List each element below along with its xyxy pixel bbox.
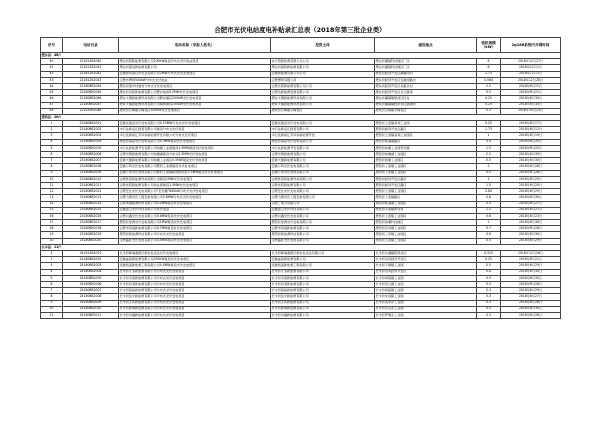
cell-index: 42 — [41, 71, 63, 77]
cell-catalog: 231806B2003 — [63, 133, 119, 139]
cell-location: 长丰县岗集镇工业园 — [375, 275, 477, 281]
cell-index: 9 — [41, 170, 63, 176]
cell-grid-time: 2018年6月21日 — [501, 83, 561, 89]
cell-index: 10 — [41, 176, 63, 182]
col-header-station-name: 电站名称（申报人姓名） — [119, 38, 271, 53]
cell-capacity: 0.84 — [477, 189, 501, 195]
cell-location: 肥西县经济开发区路区 — [375, 176, 477, 182]
cell-investor: 安徽万利光伏发电有限公司 — [271, 170, 375, 176]
cell-catalog: 241806B2009 — [63, 300, 119, 306]
cell-index: 7 — [41, 158, 63, 164]
cell-location: 长丰县朱巷镇工业园 — [375, 294, 477, 300]
cell-grid-time: 2018年12月27日 — [501, 59, 561, 65]
cell-investor: 长丰县恒光新能源有限公司 — [271, 294, 375, 300]
cell-station-name: 肥东县众新新能源有限公司肥东枝桥0.2MW光伏发电项目 — [119, 90, 271, 96]
cell-capacity: 2.5 — [477, 83, 501, 89]
cell-location: 长丰县双凤经济开发区 — [375, 257, 477, 263]
cell-grid-time: 2018年6月22日 — [501, 145, 561, 151]
cell-grid-time: 2018年6月30日 — [501, 96, 561, 102]
cell-location: 长丰县杨庙镇工业园 — [375, 288, 477, 294]
cell-station-name: 肥东天顺新能源科技有限公司梅林屋顶250kW光伏发电项目 — [119, 102, 271, 108]
cell-capacity: 0.9 — [477, 232, 501, 238]
cell-location: 肥西县上派镇工业园区 — [375, 170, 477, 176]
cell-capacity: 0.584 — [477, 77, 501, 83]
cell-station-name: 肥东县建中材建材分布式光伏发电项目 — [119, 83, 271, 89]
cell-capacity: 0.315 — [477, 251, 501, 257]
section-label: 肥西县：20户 — [41, 114, 561, 120]
cell-station-name: 长丰县恒泰新能源有限公司分布式光伏发电项目 — [119, 281, 271, 287]
cell-index: 9 — [41, 300, 63, 306]
cell-capacity: 6 — [477, 59, 501, 65]
cell-grid-time: 2018年6月20日 — [501, 139, 561, 145]
col-header-capacity: 装机规模（kW） — [477, 38, 501, 53]
cell-station-name: 肥东县阳新能源有限公司100kW屋顶分布式光伏电站项目 — [119, 59, 271, 65]
cell-investor: 安徽省建昌光伏发电有限公司 — [271, 121, 375, 127]
cell-location: 肥西县上派镇路区 — [375, 195, 477, 201]
cell-station-name: 合肥琦瑞能源材料有限公司0.3MW屋顶光伏发电项目 — [119, 201, 271, 207]
cell-investor: 合肥晶旺光伏发电有限公司 — [271, 238, 375, 244]
cell-grid-time: 2018年6月27日 — [501, 294, 561, 300]
cell-location: 长丰县罗塘乡工业园 — [375, 312, 477, 318]
cell-catalog: 241806B2003 — [63, 263, 119, 269]
cell-capacity: 1.5 — [477, 182, 501, 188]
cell-grid-time: 2018年6月29日 — [501, 263, 561, 269]
cell-station-name: 合肥光明新能源有限公司柏堰湖屋顶分布式2.5MW光伏发电项目 — [119, 152, 271, 158]
cell-station-name: 合肥市佰盛新能源有限公司0.7MW屋顶光伏发电项目 — [119, 226, 271, 232]
cell-grid-time: 2018年6月21日 — [501, 90, 561, 96]
cell-investor: 长丰县众泰新能源有限公司 — [271, 275, 375, 281]
cell-station-name: 安徽新希望白帝乳业有限公司2MW分布式光伏发电项目 — [119, 71, 271, 77]
cell-grid-time: 2018年6月29日 — [501, 238, 561, 244]
cell-capacity: 0.5 — [477, 90, 501, 96]
cell-station-name: 肥东天顺新能源科技有限公司肥东镇区250kW光伏发电项目 — [119, 96, 271, 102]
cell-index: 15 — [41, 207, 63, 213]
cell-grid-time: 2018年6月28日 — [501, 281, 561, 287]
cell-capacity: 0.3 — [477, 294, 501, 300]
cell-index: 20 — [41, 238, 63, 244]
cell-catalog: 231806B2004 — [63, 139, 119, 145]
cell-catalog: 241806B2004 — [63, 269, 119, 275]
cell-capacity: 2 — [477, 164, 501, 170]
cell-station-name: 长丰县元龙新能源有限公司分布式光伏发电项目 — [119, 269, 271, 275]
cell-station-name: 合肥欣荣新能源科技有限公司屋顶1MW光伏发电项目 — [119, 176, 271, 182]
cell-grid-time: 2018年12月28日 — [501, 77, 561, 83]
cell-capacity: 0.4 — [477, 269, 501, 275]
cell-catalog: 221806B2045 — [63, 90, 119, 96]
cell-index: 5 — [41, 145, 63, 151]
cell-capacity: 0.6 — [477, 213, 501, 219]
cell-investor: 安徽天聚新能源有限公司 — [271, 158, 375, 164]
cell-catalog: 231808B2001 — [63, 121, 119, 127]
header-row — [41, 38, 561, 53]
cell-index: 17 — [41, 220, 63, 226]
cell-grid-time: 2018年6月19日 — [501, 133, 561, 139]
cell-index: 48 — [41, 108, 63, 114]
cell-station-name: 肥东县元峰镇元峰社区300kW光伏发电项目 — [119, 108, 271, 114]
cell-location: 肥西县柏堰工业园科学路 — [375, 145, 477, 151]
cell-station-name: 合肥力源光伏工程安装有限公司0.8MW分布式光伏发电项目 — [119, 195, 271, 201]
cell-capacity: 0.3 — [477, 300, 501, 306]
cell-capacity: 0.3 — [477, 281, 501, 287]
cell-index: 16 — [41, 213, 63, 219]
cell-station-name: 长丰县正和新能源有限公司分布式光伏发电项目 — [119, 300, 271, 306]
cell-grid-time: 2018年6月21日 — [501, 257, 561, 263]
cell-catalog: 231806B2006 — [63, 152, 119, 158]
cell-investor: 长丰县锐能新能源有限公司 — [271, 288, 375, 294]
col-header-investor: 投资主体 — [271, 38, 375, 53]
cell-catalog: 231806B2009 — [63, 170, 119, 176]
cell-location: 肥东县经济开发区撮镇园内 — [375, 71, 477, 77]
cell-grid-time: 2018年6月29日 — [501, 176, 561, 182]
cell-investor: 合肥博利有限公司 — [271, 77, 375, 83]
cell-capacity: 0.3 — [477, 306, 501, 312]
cell-capacity: 1.5 — [477, 145, 501, 151]
cell-index: 8 — [41, 164, 63, 170]
cell-grid-time: 2018年6月30日 — [501, 158, 561, 164]
cell-grid-time: 2018年6月28日 — [501, 170, 561, 176]
cell-location: 肥东县经济开发区长江路南 — [375, 90, 477, 96]
cell-capacity: 0.3 — [477, 275, 501, 281]
cell-capacity: 0.7 — [477, 226, 501, 232]
cell-location: 肥西县三河镇工业园区 — [375, 232, 477, 238]
cell-investor: 肥东县富和新能源有限公司 — [271, 65, 375, 71]
cell-grid-time: 2018年6月30日 — [501, 269, 561, 275]
cell-index: 8 — [41, 294, 63, 300]
cell-investor: 安徽晶凯新能源有限公司 — [271, 257, 375, 263]
cell-location: 肥东县撮镇镇经济东区路道村 — [375, 102, 477, 108]
cell-location: 肥西县上派镇工业园区 — [375, 238, 477, 244]
cell-capacity: 0.5 — [477, 263, 501, 269]
cell-station-name: 安徽万利光伏发电有限公司肥西工业园屋顶光伏发电项目 — [119, 164, 271, 170]
cell-index: 44 — [41, 83, 63, 89]
cell-station-name: 安徽盈合光伏科技有限公司光伏电站 — [119, 207, 271, 213]
cell-catalog: 221806B2044 — [63, 83, 119, 89]
cell-station-name: 长丰县锐能新能源有限公司分布式光伏发电项目 — [119, 288, 271, 294]
cell-capacity: 0.3 — [477, 312, 501, 318]
cell-grid-time: 2018年12月1日 — [501, 65, 561, 71]
cell-grid-time: 2018年6月12日 — [501, 127, 561, 133]
cell-capacity: 2.5 — [477, 152, 501, 158]
cell-station-name: 合肥光阳新能源有限公司创业园屋顶1.5MW光伏发电项目 — [119, 182, 271, 188]
cell-location: 肥东县元峰镇元峰社区 — [375, 108, 477, 114]
cell-index: 19 — [41, 232, 63, 238]
cell-station-name: 肥西县新能源科技有限公司分布式光伏发电项目 — [119, 232, 271, 238]
cell-catalog: 241812B2001 — [63, 251, 119, 257]
cell-investor: 长丰县新界新能源有限公司 — [271, 306, 375, 312]
cell-location: 肥西县上派镇高刘工业园 — [375, 121, 477, 127]
cell-index: 5 — [41, 275, 63, 281]
cell-station-name: 中石化新安江经营有限公司屋顶分布式光伏项目 — [119, 127, 271, 133]
cell-investor: 合肥二电力有限公司 — [271, 201, 375, 207]
subsidy-table — [40, 37, 561, 319]
cell-location: 长丰县水湖镇陈郢社区 — [375, 251, 477, 257]
cell-investor: 长丰县晖瑞通德庆新农发农业有限公司 — [271, 251, 375, 257]
cell-grid-time: 2018年6月30日 — [501, 275, 561, 281]
cell-catalog: 221812B2041 — [63, 65, 119, 71]
cell-catalog: 231806B2019 — [63, 232, 119, 238]
cell-station-name: 安徽晶凯新能源有限公司250kW屋顶光伏发电项目 — [119, 257, 271, 263]
cell-catalog: 231806B2007 — [63, 158, 119, 164]
cell-station-name: 中石化新能源开发有限公司柏堰工业园屋顶1.5MW屋顶光伏发电项目 — [119, 145, 271, 151]
cell-catalog: 241806B2007 — [63, 288, 119, 294]
cell-investor: 长丰县恒泰新能源有限公司 — [271, 281, 375, 287]
cell-capacity: 0.3 — [477, 139, 501, 145]
cell-location: 肥西县上派镇工业园区 — [375, 164, 477, 170]
cell-location: 长丰县吴山镇工业园 — [375, 281, 477, 287]
cell-grid-time: 2018年6月30日 — [501, 152, 561, 158]
col-header-location: 建设地点 — [375, 38, 477, 53]
cell-capacity: 1.2 — [477, 207, 501, 213]
cell-grid-time: 2018年6月30日 — [501, 195, 561, 201]
cell-catalog: 241806B2008 — [63, 294, 119, 300]
cell-investor: 合肥光明新能源有限公司 — [271, 152, 375, 158]
cell-investor: 合肥光阳新能源有限公司 — [271, 182, 375, 188]
cell-location: 肥西县紫蓬镇路区 — [375, 139, 477, 145]
cell-index: 3 — [41, 263, 63, 269]
cell-location: 肥西县上派镇工业园区 — [375, 189, 477, 195]
cell-capacity: 0.3 — [477, 108, 501, 114]
cell-capacity: 8 — [477, 65, 501, 71]
cell-investor: 中石化新能源开发有限公司 — [271, 145, 375, 151]
cell-station-name: 长丰县恒光新能源有限公司分布式光伏发电项目 — [119, 294, 271, 300]
cell-index: 11 — [41, 182, 63, 188]
cell-investor: 东方阳新能源有限公司公司 — [271, 59, 375, 65]
cell-index: 14 — [41, 201, 63, 207]
cell-catalog: 221806B2046 — [63, 96, 119, 102]
cell-index: 4 — [41, 139, 63, 145]
document-title: 合肥市光伏电站度电补贴录汇总表（2018年第三批企业类） — [214, 26, 386, 34]
cell-station-name: 长丰县晖瑞通德庆新农发农业光伏发电项目 — [119, 251, 271, 257]
cell-catalog: 231806B2015 — [63, 207, 119, 213]
cell-capacity: 0.3 — [477, 201, 501, 207]
cell-index: 13 — [41, 195, 63, 201]
cell-index: 47 — [41, 102, 63, 108]
cell-index: 6 — [41, 152, 63, 158]
cell-investor: 肥西县新能源科技有限公司 — [271, 232, 375, 238]
cell-station-name: 肥西县金源光伏发电有限公司1MW屋顶光伏发电项目 — [119, 220, 271, 226]
cell-index: 12 — [41, 189, 63, 195]
cell-capacity: 0.8 — [477, 195, 501, 201]
cell-grid-time: 2018年6月29日 — [501, 288, 561, 294]
cell-index: 6 — [41, 281, 63, 287]
cell-investor: 安徽盈合光伏科技有限公司 — [271, 207, 375, 213]
cell-index: 18 — [41, 226, 63, 232]
cell-station-name: 长丰县新界新能源有限公司分布式光伏发电项目 — [119, 306, 271, 312]
col-header-index: 序号 — [41, 38, 63, 53]
cell-investor: 安徽凯盛新能源工程有限公司 — [271, 263, 375, 269]
cell-catalog: 241806B2011 — [63, 312, 119, 318]
cell-catalog: 231806B2002 — [63, 127, 119, 133]
cell-grid-time: 2018年6月26日 — [501, 300, 561, 306]
cell-investor: 合肥兴鑫光伏发电有限公司 — [271, 213, 375, 219]
col-header-grid-time: 2g186系统内并网时间 — [501, 38, 561, 53]
cell-location: 肥西县上派镇高刘工业园区 — [375, 133, 477, 139]
cell-grid-time: 2018年10月23日 — [501, 108, 561, 114]
cell-index: 10 — [41, 306, 63, 312]
cell-location: 肥东县撮镇镇德昌庆区村 — [375, 96, 477, 102]
cell-catalog: 231806B2020 — [63, 238, 119, 244]
cell-index: 2 — [41, 127, 63, 133]
cell-investor: 肥东天顺新能源科技有限公司 — [271, 96, 375, 102]
cell-capacity: 1.73 — [477, 127, 501, 133]
cell-location: 肥西县紫蓬镇工业园区 — [375, 201, 477, 207]
cell-station-name: 中石化新星江苏华东新能源开发有限公司分布式光伏项目 — [119, 133, 271, 139]
cell-grid-time: 2018年6月28日 — [501, 164, 561, 170]
cell-investor: 肥西县金源光伏发电有限公司 — [271, 220, 375, 226]
cell-location: 肥西县柏堰科技园区 — [375, 220, 477, 226]
cell-investor: 长丰县元龙新能源有限公司 — [271, 269, 375, 275]
cell-location: 肥东县撮镇科技园区厂区 — [375, 65, 477, 71]
cell-grid-time: 2018年6月30日 — [501, 220, 561, 226]
cell-capacity: 1 — [477, 176, 501, 182]
section-label: 肥东县：48户 — [41, 53, 561, 59]
cell-catalog: 241806B2010 — [63, 306, 119, 312]
cell-catalog: 231806B2010 — [63, 176, 119, 182]
cell-catalog: 221812B2042 — [63, 71, 119, 77]
cell-catalog: 231806B2016 — [63, 213, 119, 219]
cell-investor: 合肥市佰盛新能源有限公司 — [271, 226, 375, 232]
cell-index: 3 — [41, 133, 63, 139]
cell-investor: 长丰县正和新能源有限公司 — [271, 300, 375, 306]
section-label: 长丰县：11户 — [41, 244, 561, 250]
cell-catalog: 241806B2002 — [63, 257, 119, 263]
cell-capacity: 0.25 — [477, 257, 501, 263]
cell-catalog: 231806B2014 — [63, 201, 119, 207]
cell-investor: 肥西县海铭光伏发电有限公司 — [271, 139, 375, 145]
cell-capacity: 0.25 — [477, 96, 501, 102]
cell-catalog: 231806B2012 — [63, 189, 119, 195]
cell-index: 45 — [41, 90, 63, 96]
cell-station-name: 肥东县富发新能源有限公司 — [119, 65, 271, 71]
cell-capacity: 1 — [477, 133, 501, 139]
cell-location: 肥西县经济开发区路区 — [375, 182, 477, 188]
cell-catalog: 221810B2048 — [63, 108, 119, 114]
cell-capacity: 0.5 — [477, 158, 501, 164]
cell-grid-time: 2018年6月28日 — [501, 226, 561, 232]
cell-station-name: 长丰县众泰新能源有限公司分布式光伏发电项目 — [119, 275, 271, 281]
cell-capacity: 0.3 — [477, 288, 501, 294]
cell-index: 46 — [41, 96, 63, 102]
cell-grid-time: 2018年6月21日 — [501, 207, 561, 213]
cell-investor: 安徽万利光伏发电有限公司 — [271, 164, 375, 170]
cell-investor: 肥东县元峰镇元峰社区 — [271, 108, 375, 114]
cell-station-name: 肥西县海铭光伏发电有限公司0.3MW屋顶光伏发电项目 — [119, 139, 271, 145]
cell-grid-time: 2018年6月28日 — [501, 312, 561, 318]
cell-capacity: 0.25 — [477, 102, 501, 108]
cell-station-name: 合肥晶旺光伏发电有限公司0.5MW屋顶光伏发电项目 — [119, 238, 271, 244]
cell-catalog: 231806B2018 — [63, 226, 119, 232]
cell-capacity: 0.25 — [477, 121, 501, 127]
cell-index: 40 — [41, 59, 63, 65]
cell-investor: 合肥力源光伏工程安装有限公司 — [271, 195, 375, 201]
cell-location: 肥东县经济开发区东路北村 — [375, 83, 477, 89]
cell-grid-time: 2018年6月20日 — [501, 182, 561, 188]
cell-index: 7 — [41, 288, 63, 294]
cell-catalog: 231806B2011 — [63, 182, 119, 188]
cell-station-name: 合肥宏达光伏发电有限公司“宏光棚”840kW分布式光伏发电项目 — [119, 189, 271, 195]
cell-investor: 合肥众新能源发展有限公司 — [271, 90, 375, 96]
cell-index: 2 — [41, 257, 63, 263]
cell-grid-time: 2018年6月29日 — [501, 189, 561, 195]
cell-grid-time: 2018年6月30日 — [501, 102, 561, 108]
cell-location: 长丰县造甲乡工业园 — [375, 300, 477, 306]
cell-station-name: 长丰县光耀新能源有限公司分布式光伏发电项目 — [119, 312, 271, 318]
cell-location: 肥东县撮镇科技园区厂区 — [375, 59, 477, 65]
cell-grid-time: 2018年6月30日 — [501, 232, 561, 238]
cell-location: 肥东县经济开发区安徽园路内 — [375, 77, 477, 83]
cell-catalog: 221812B2043 — [63, 77, 119, 83]
cell-investor: 合肥欣荣新能源科技有限公司 — [271, 176, 375, 182]
cell-location: 肥西县上派镇工业园区 — [375, 213, 477, 219]
cell-investor: 长丰县光耀新能源有限公司 — [271, 312, 375, 318]
cell-investor: 合肥光照新能源有限公司公司 — [271, 83, 375, 89]
cell-investor: 肥东天顺新能源科技有限公司 — [271, 102, 375, 108]
cell-investor: 安徽新能源有限公司公司 — [271, 71, 375, 77]
cell-location: 长丰县下塘镇工业园 — [375, 263, 477, 269]
cell-index: 43 — [41, 77, 63, 83]
cell-capacity: 1 — [477, 220, 501, 226]
cell-catalog: 221806B2047 — [63, 102, 119, 108]
cell-catalog: 231806B2008 — [63, 164, 119, 170]
cell-location: 肥西县柏堰工业园区 — [375, 158, 477, 164]
cell-index: 1 — [41, 251, 63, 257]
cell-catalog: 241806B2005 — [63, 275, 119, 281]
cell-location: 肥西县经济开发区路区 — [375, 127, 477, 133]
cell-station-name: 安徽凯盛新能源工程有限公司0.5MW屋顶光伏发电项目 — [119, 263, 271, 269]
cell-grid-time: 2018年6月23日 — [501, 213, 561, 219]
cell-location: 肥西县山南镇新村村 — [375, 207, 477, 213]
cell-station-name: 安徽省建昌光伏发电有限公司0.25MW分布式光伏发电项目 — [119, 121, 271, 127]
cell-station-name: 安徽万利光伏发电有限公司肥西上派镇新能源项目0.5MW屋顶光伏发电项目 — [119, 170, 271, 176]
cell-location: 长丰县左店乡工业园 — [375, 306, 477, 312]
cell-grid-time: 2018年6月27日 — [501, 201, 561, 207]
cell-index: 1 — [41, 121, 63, 127]
cell-location: 肥西县花岗镇工业园区 — [375, 226, 477, 232]
cell-capacity: 1.73 — [477, 71, 501, 77]
cell-grid-time: 2018年8月17日 — [501, 121, 561, 127]
cell-grid-time: 2018年6月30日 — [501, 306, 561, 312]
cell-index: 11 — [41, 312, 63, 318]
cell-location: 长丰县双凤经济开发区 — [375, 269, 477, 275]
cell-grid-time: 2018年12月26日 — [501, 251, 561, 257]
cell-catalog: 231806B2013 — [63, 195, 119, 201]
cell-catalog: 231806B2017 — [63, 220, 119, 226]
cell-index: 4 — [41, 269, 63, 275]
cell-catalog: 221812B2040 — [63, 59, 119, 65]
cell-station-name: 合肥兴鑫光伏发电有限公司0.6MW屋顶光伏发电项目 — [119, 213, 271, 219]
cell-index: 41 — [41, 65, 63, 71]
cell-capacity: 0.5 — [477, 170, 501, 176]
col-header-catalog: 电站目录 — [63, 38, 119, 53]
cell-location: 肥西县柏堰湖工业园区 — [375, 152, 477, 158]
cell-capacity: 0.5 — [477, 238, 501, 244]
cell-grid-time: 2018年12月1日 — [501, 71, 561, 77]
cell-investor: 合肥宏达光伏发电有限公司 — [271, 189, 375, 195]
table-row — [41, 312, 561, 318]
cell-station-name: 合肥市博利500kW分布式光伏电站 — [119, 77, 271, 83]
cell-investor: 中石化新安江经营有限公司 — [271, 127, 375, 133]
cell-investor: 中石化新星江苏华东新能源开发 — [271, 133, 375, 139]
cell-catalog: 241806B2006 — [63, 281, 119, 287]
cell-station-name: 安徽天聚新能源有限公司柏堰工业园区0.5MW屋顶光伏发电项目 — [119, 158, 271, 164]
cell-catalog: 231806B2005 — [63, 145, 119, 151]
